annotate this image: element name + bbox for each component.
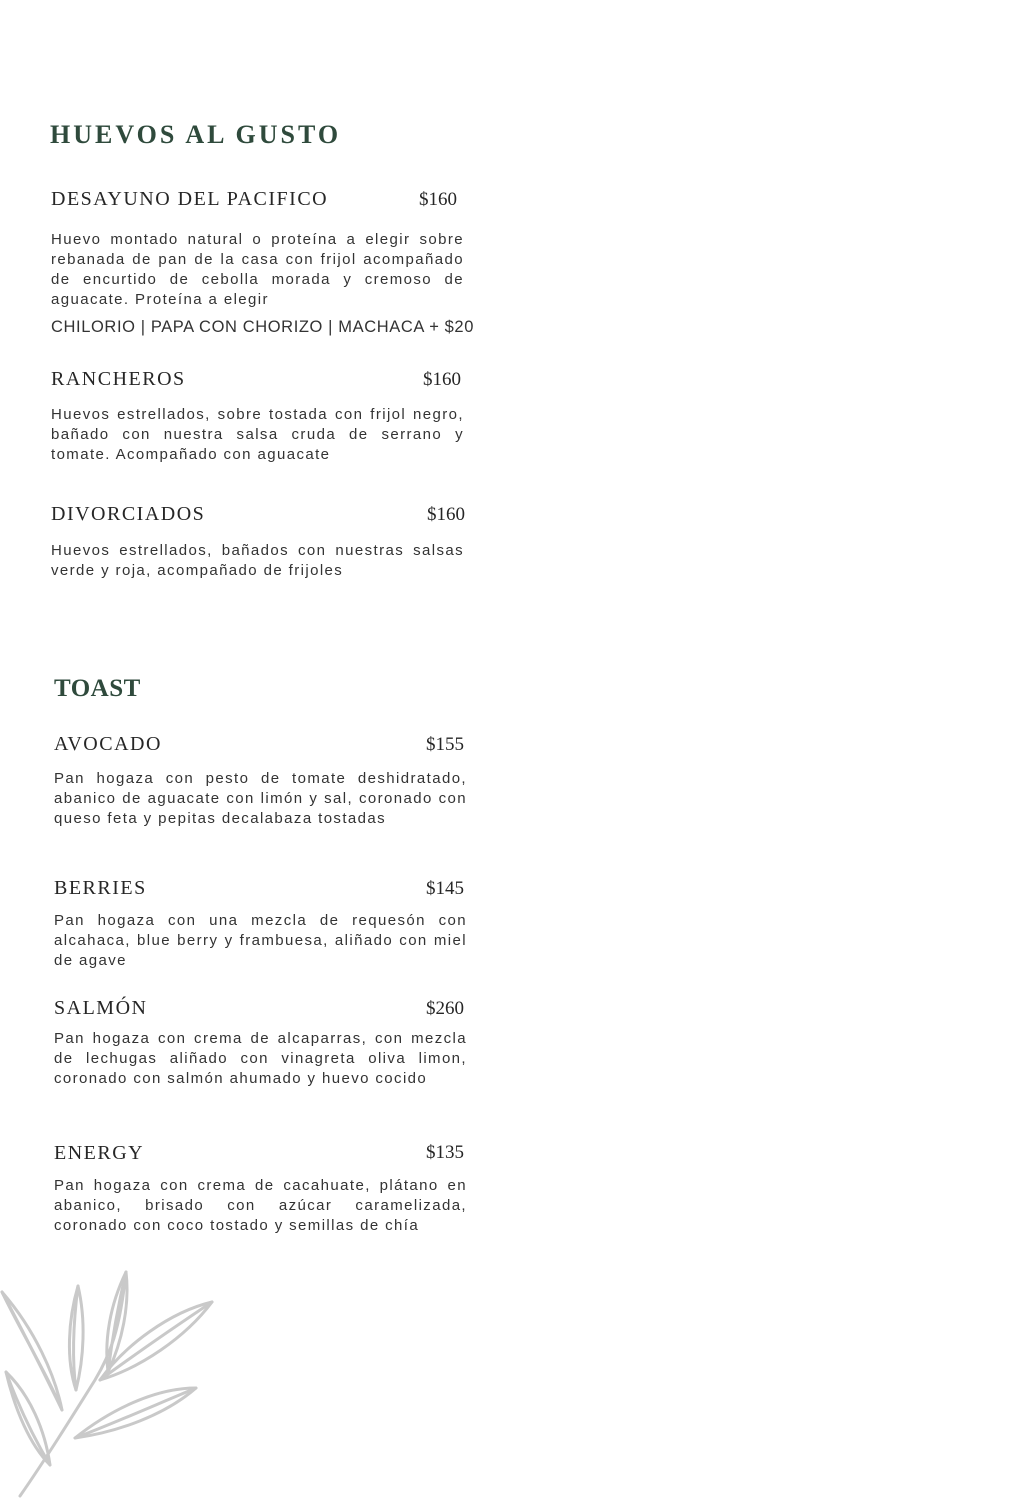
item-price: $160 (419, 189, 457, 210)
item-price: $160 (427, 504, 465, 525)
item-name: DIVORCIADOS (51, 503, 206, 525)
section-title-toast: TOAST (54, 675, 141, 702)
leaf-branch-icon (0, 1260, 230, 1498)
item-description: Pan hogaza con una mezcla de requesón con alcahaca, blue berry y frambuesa, aliñado con miel de agave (54, 912, 467, 969)
item-name: AVOCADO (54, 733, 162, 755)
item-name: ENERGY (54, 1142, 145, 1164)
item-price: $145 (426, 878, 464, 899)
item-description: Pan hogaza con pesto de tomate deshidratado, abanico de aguacate con limón y sal, coronado con queso feta y pepitas decalabaza tostadas (54, 770, 467, 827)
item-name: DESAYUNO DEL PACIFICO (51, 188, 329, 210)
item-description: Pan hogaza con crema de cacahuate, plátano en abanico, brisado con azúcar caramelizada, coronado con coco tostado y semillas de chía (54, 1177, 467, 1234)
item-description: Huevos estrellados, bañados con nuestras salsas verde y roja, acompañado de frijoles (51, 542, 464, 579)
item-price: $260 (426, 998, 464, 1019)
item-description: Huevos estrellados, sobre tostada con frijol negro, bañado con nuestra salsa cruda de serrano y tomate. Acompañado con aguacate (51, 406, 464, 463)
item-description: Pan hogaza con crema de alcaparras, con mezcla de lechugas aliñado con vinagreta oliva limon, coronado con salmón ahumado y huevo cocido (54, 1030, 467, 1087)
item-extra-options: CHILORIO | PAPA CON CHORIZO | MACHACA + $20 (51, 318, 474, 336)
item-description: Huevo montado natural o proteína a elegir sobre rebanada de pan de la casa con frijol acompañado de encurtido de cebolla morada y cremoso de aguacate. Proteína a elegir (51, 231, 464, 308)
item-name: RANCHEROS (51, 368, 186, 390)
item-price: $135 (426, 1142, 464, 1163)
item-name: SALMÓN (54, 997, 148, 1019)
item-price: $160 (423, 369, 461, 390)
item-price: $155 (426, 734, 464, 755)
section-title-huevos: HUEVOS AL GUSTO (50, 120, 342, 149)
item-name: BERRIES (54, 877, 147, 899)
